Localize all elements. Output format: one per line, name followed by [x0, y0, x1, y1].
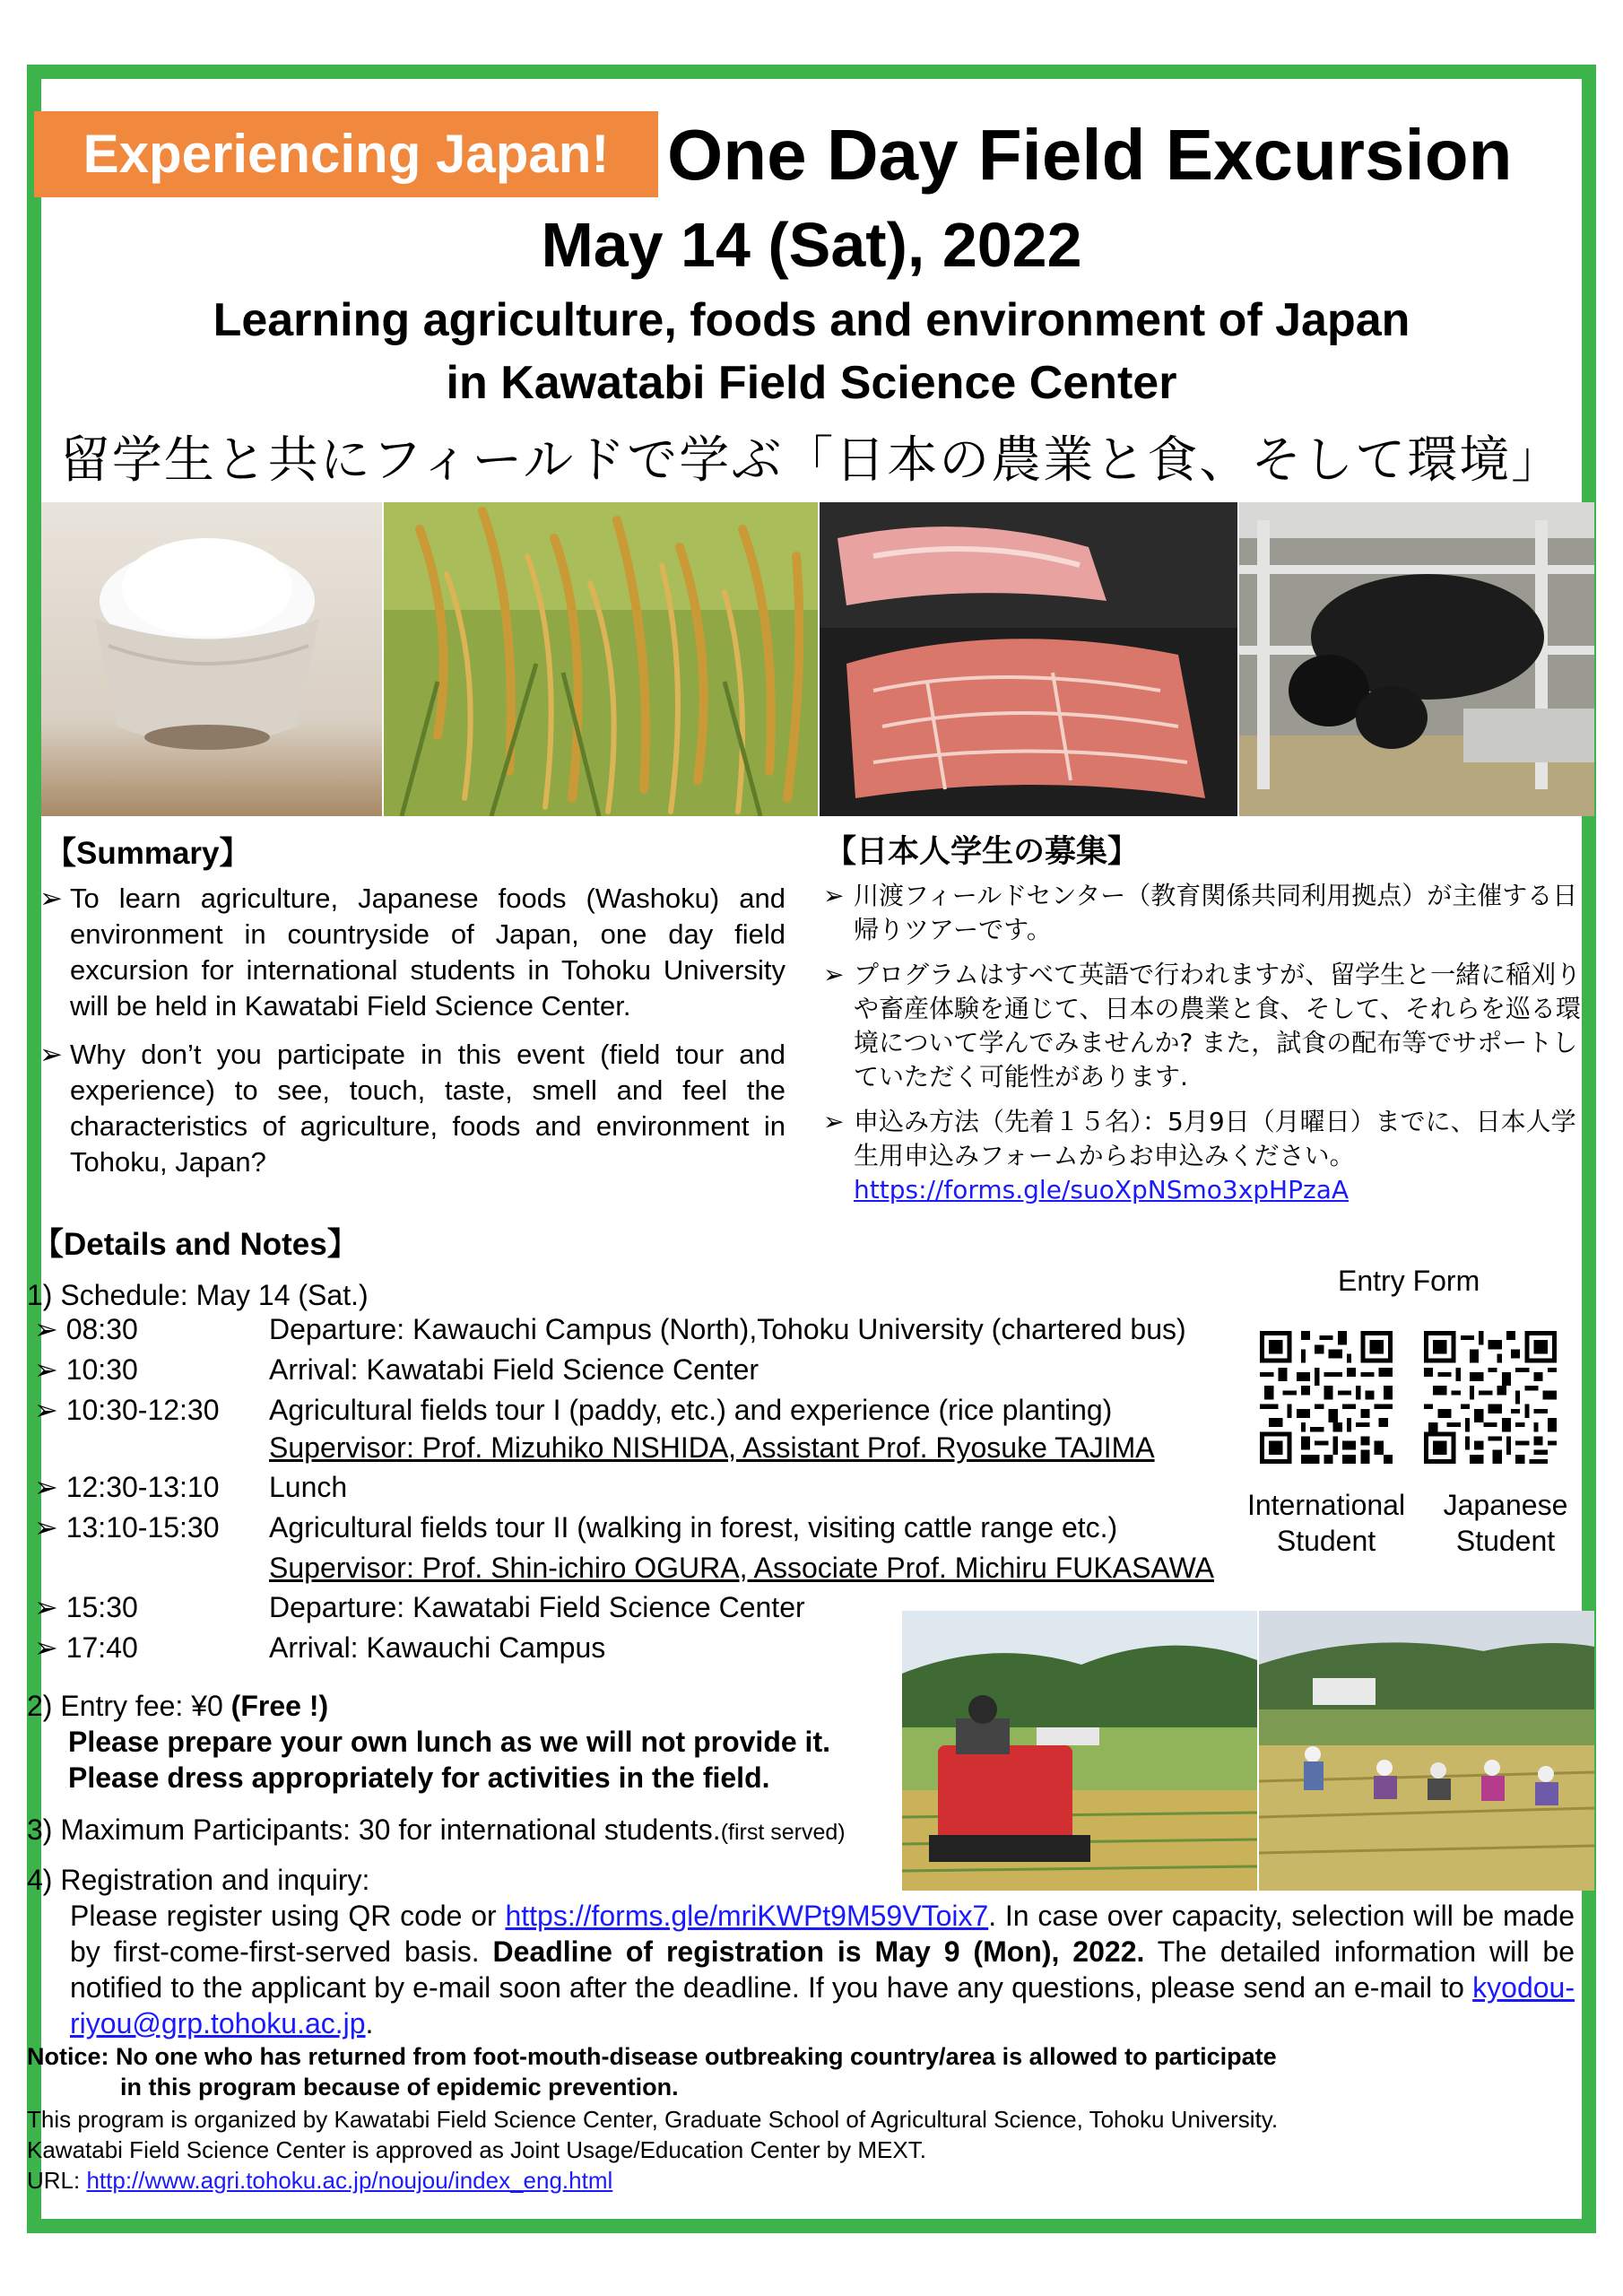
subtitle [0, 289, 1623, 414]
summary-list [39, 881, 785, 1180]
arrow-bullet-icon: ➢ [34, 1353, 66, 1386]
international-student-label: International Student [1246, 1489, 1406, 1557]
entry-form-label: Entry Form [1338, 1265, 1480, 1297]
japanese-recruit-list [823, 879, 1584, 1207]
summary-item: ➢ Why don’t you participate in this event (field tour and experience) to see, touch, taste, smell and feel the characteristics of agriculture, foods and environment in Tohoku, Japan? [39, 1039, 785, 1178]
page-title: One Day Field Excursion [667, 115, 1513, 195]
dress-note: Please dress appropriately for activities in the field. [68, 1761, 770, 1794]
japanese-student-label: Japanese Student [1443, 1489, 1568, 1557]
website-link[interactable]: http://www.agri.tohoku.ac.jp/noujou/index_eng.html [86, 2167, 613, 2194]
organizer-line: This program is organized by Kawatabi Field Science Center, Graduate School of Agricultural Science, Tohoku University. [27, 2106, 1279, 2133]
japanese-title: 留学生と共にフィールドで学ぶ「日本の農業と食、そして環境」 [59, 431, 1564, 490]
international-student-qr-code[interactable] [1260, 1331, 1393, 1464]
url-line: URL: http://www.agri.tohoku.ac.jp/noujou/index_eng.html [27, 2167, 613, 2194]
experiencing-japan-badge: Experiencing Japan! [34, 111, 658, 197]
arrow-bullet-icon: ➢ [34, 1471, 66, 1503]
max-participants-line: 3) Maximum Participants: 30 for international students.(first served) [27, 1813, 846, 1846]
wagyu-beef-photo [820, 502, 1237, 816]
registration-label: 4) Registration and inquiry: [27, 1864, 370, 1896]
arrow-bullet-icon: ➢ [34, 1394, 66, 1426]
jp-form-link-row [823, 1173, 1584, 1207]
jp-recruit-item: ➢ プログラムはすべて英語で行われますが、留学生と一緒に稲刈りや畜産体験を通じて、日本の農業と食、そして、それらを巡る環境について学んでみませんか? また，試食の配布等でサポートしていただく可能性があります. [823, 960, 1582, 1091]
arrow-bullet-icon: ➢ [823, 881, 845, 910]
details-heading: 【Details and Notes】 [32, 1227, 359, 1262]
summary-item: ➢ To learn agriculture, Japanese foods (Washoku) and environment in countryside of Japan, one day field excursion for international students in Tohoku University will be held in Kawatabi Field Science Center. [39, 883, 785, 1022]
jp-form-link[interactable]: https://forms.gle/suoXpNSmo3xpHPzaA [854, 1175, 1350, 1205]
jp-recruit-item: ➢ 申込み方法（先着１５名）：5月9日（月曜日）までに、日本人学生用申込みフォームからお申込みください。 [823, 1107, 1576, 1170]
lunch-note: Please prepare your own lunch as we will not provide it. [68, 1726, 830, 1758]
arrow-bullet-icon: ➢ [823, 960, 845, 989]
summary-heading: 【Summary】 [45, 836, 251, 871]
arrow-bullet-icon: ➢ [34, 1591, 66, 1623]
jp-recruit-item: ➢ 川渡フィールドセンター（教育関係共同利用拠点）が主催する日帰りツアーです。 [823, 881, 1578, 944]
registration-form-link[interactable]: https://forms.gle/mriKWPt9M59VToix7 [505, 1900, 989, 1932]
registration-text: Please register using QR code or https://forms.gle/mriKWPt9M59VToix7. In case over capacity, selection will be made by first-come-first-served basis. Deadline of registration is May 9 (Mon), 2022. The detailed information will be notified to the applicant by e-mail soon after the deadline. If you have any questions, please send an e-mail to kyodou-riyou@grp.tohoku.ac.jp. [70, 1900, 1575, 2039]
notice-line-1: Notice: No one who has returned from foot-mouth-disease outbreaking country/area is allowed to participate [27, 2043, 1277, 2070]
rice-field-workers-photo [1259, 1611, 1594, 1891]
entry-fee-line: 2) Entry fee: ¥0 (Free !) [27, 1690, 329, 1722]
arrow-bullet-icon: ➢ [823, 1107, 845, 1136]
arrow-bullet-icon: ➢ [39, 883, 63, 914]
subtitle-line-2: in Kawatabi Field Science Center [446, 357, 1177, 409]
rice-harvester-photo [902, 1611, 1257, 1891]
rice-bowl-photo [41, 502, 382, 816]
arrow-bullet-icon: ➢ [39, 1039, 63, 1070]
approval-line: Kawatabi Field Science Center is approved as Joint Usage/Education Center by MEXT. [27, 2136, 926, 2163]
arrow-bullet-icon: ➢ [34, 1313, 66, 1345]
schedule-label: 1) Schedule: May 14 (Sat.) [27, 1279, 369, 1311]
inquiry-email-link[interactable]: kyodou-riyou@grp.tohoku.ac.jp [70, 1971, 1575, 2039]
event-date: May 14 (Sat), 2022 [541, 210, 1082, 280]
subtitle-line-1: Learning agriculture, foods and environment of Japan [213, 294, 1410, 346]
cattle-photo [1239, 502, 1594, 816]
japanese-student-qr-code[interactable] [1424, 1331, 1557, 1464]
rice-plants-photo [384, 502, 818, 816]
notice-line-2: in this program because of epidemic prevention. [120, 2074, 679, 2100]
japanese-recruit-heading: 【日本人学生の募集】 [825, 834, 1140, 870]
arrow-bullet-icon: ➢ [34, 1511, 66, 1544]
arrow-bullet-icon: ➢ [34, 1631, 66, 1664]
